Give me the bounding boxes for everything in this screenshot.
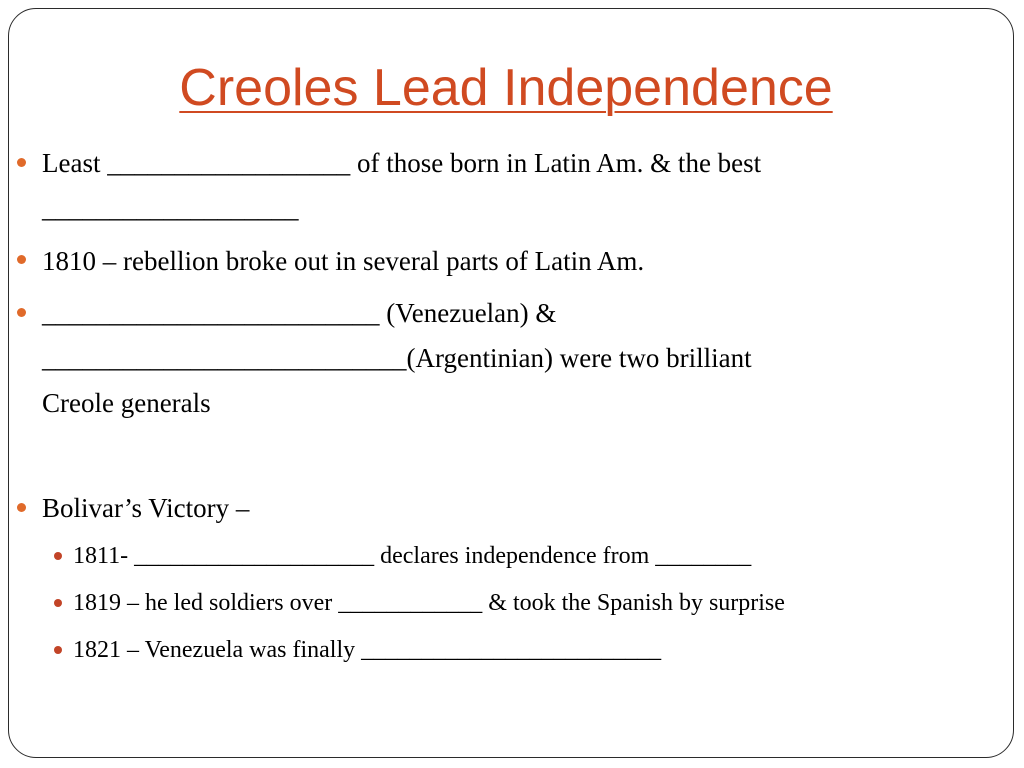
sub-bullet-marker [54, 646, 62, 654]
bullet-line: 1810 – rebellion broke out in several parts of Latin Am. [42, 246, 645, 276]
bullet-marker [17, 158, 26, 167]
bullet-marker [17, 503, 26, 512]
slide-title: Creoles Lead Independence [179, 59, 833, 117]
bullet-line: ___________________ [42, 193, 299, 223]
sub-bullet-line: 1821 – Venezuela was finally _________________________ [73, 637, 662, 663]
sub-bullet-line: 1819 – he led soldiers over ____________ & took the Spanish by surprise [73, 590, 785, 616]
bullet-line: Bolivar’s Victory – [42, 493, 250, 523]
bullet-line: _________________________ (Venezuelan) & [42, 298, 557, 328]
bullet-line: ___________________________(Argentinian) were two brilliant [42, 343, 752, 373]
sub-bullet-marker [54, 599, 62, 607]
bullet-line: Creole generals [42, 388, 211, 418]
bullet-marker [17, 308, 26, 317]
bullet-marker [17, 255, 26, 264]
bullet-line: Least __________________ of those born in Latin Am. & the best [42, 148, 762, 178]
sub-bullet-marker [54, 552, 62, 560]
sub-bullet-line: 1811- ____________________ declares independence from ________ [73, 543, 752, 569]
